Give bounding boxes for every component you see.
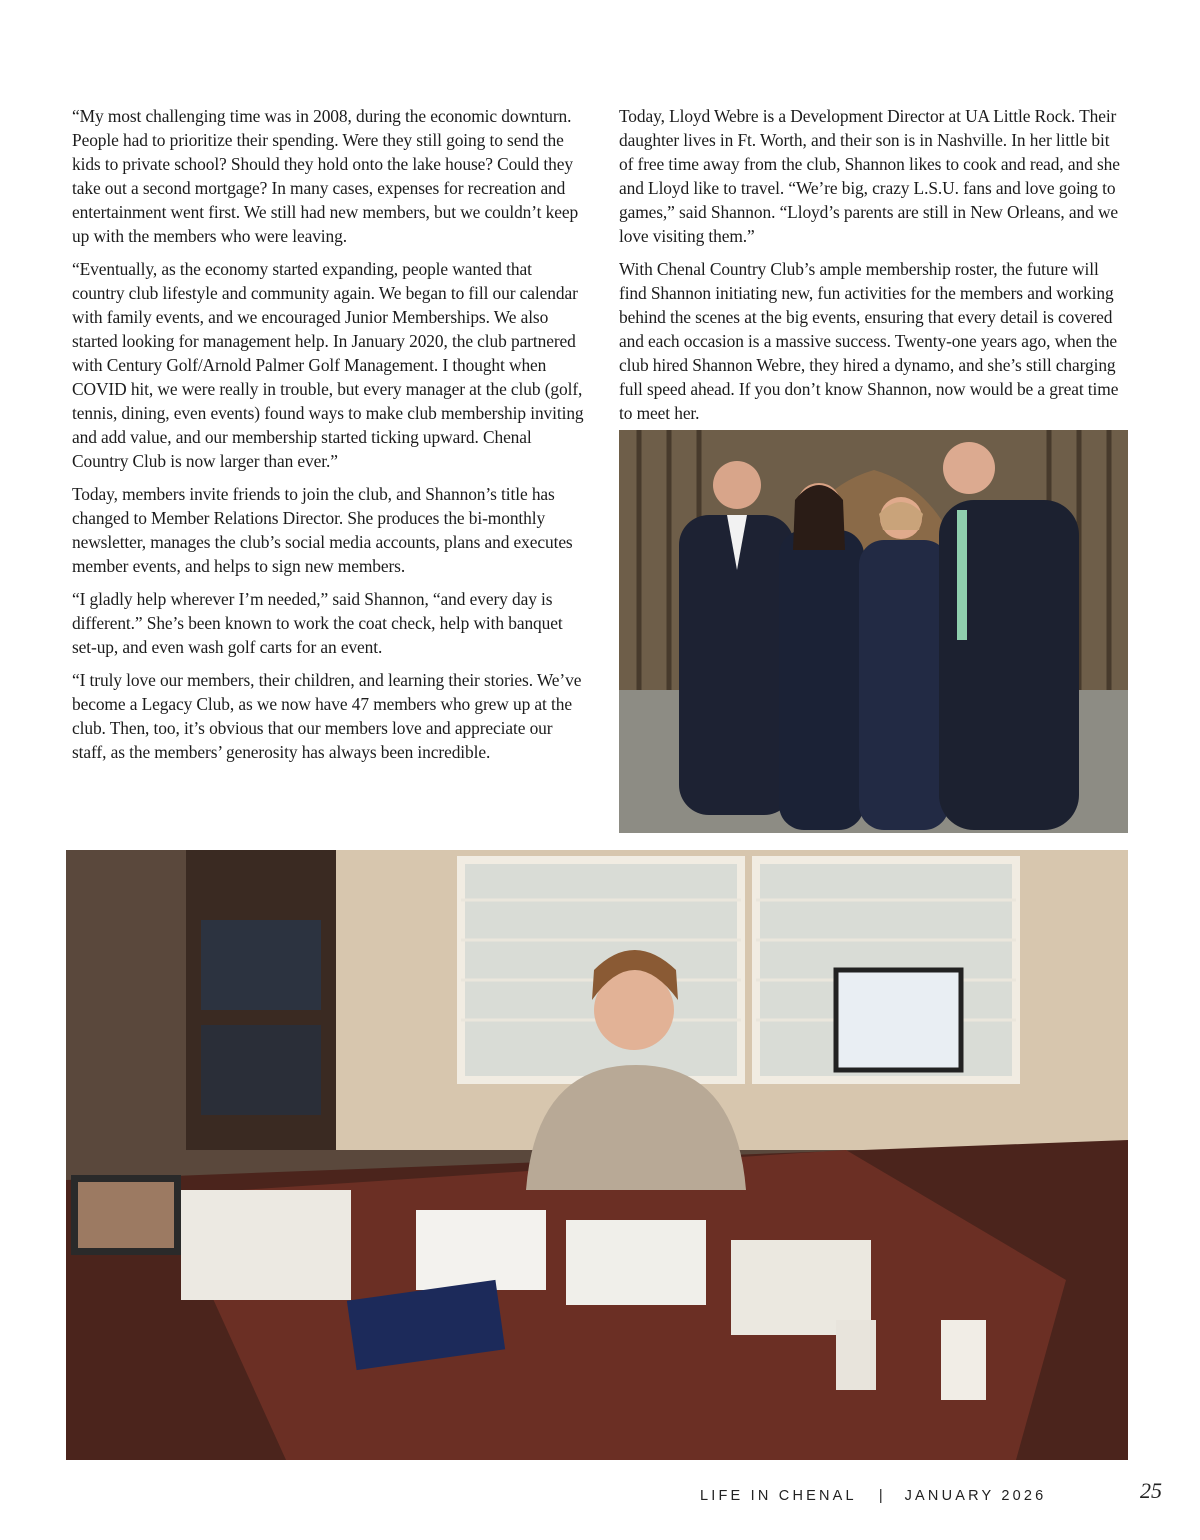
family-photo [619, 430, 1128, 833]
page-number: 25 [1140, 1478, 1162, 1503]
article-paragraph: “I gladly help wherever I’m needed,” said Shannon, “and every day is different.” She’s been known to work the coat check, help with banquet set-up, and even wash golf carts for an event. [72, 589, 563, 657]
article-paragraph: Today, members invite friends to join the club, and Shannon’s title has changed to Member Relations Director. She produces the bi-monthly newsletter, manages the club’s social media accounts, plans and executes member events, and helps to sign new members. [72, 484, 573, 576]
office-photo [66, 850, 1128, 1460]
article-paragraph: “Eventually, as the economy started expanding, people wanted that country club lifestyle and community again. We began to fill our calendar with family events, and we encouraged Junior Memberships. We also started looking for management help. In January 2020, the club partnered with Century Golf/Arnold Palmer Golf Management. I thought when COVID hit, we were really in trouble, but every manager at the club (golf, tennis, dining, even events) found ways to make club membership inviting and add value, and our membership started ticking upward. Chenal Country Club is now larger than ever.” [72, 259, 584, 471]
family-photo-illustration [619, 430, 1128, 833]
page-footer [700, 1488, 1100, 1504]
article-paragraph: With Chenal Country Club’s ample membership roster, the future will find Shannon initiating new, fun activities for the members and working behind the scenes at the big events, ensuring that every detail is covered and each occasion is a massive success. Twenty-one years ago, when the club hired Shannon Webre, they hired a dynamo, and she’s still charging full speed ahead. If you don’t know Shannon, now would be a great time to meet her. [619, 259, 1119, 423]
publication-name: LIFE IN CHENAL [700, 1488, 857, 1504]
issue-date: JANUARY 2026 [904, 1488, 1047, 1504]
office-photo-illustration [66, 850, 1128, 1460]
article-left-column [72, 104, 584, 773]
article-paragraph: “My most challenging time was in 2008, during the economic downturn. People had to prioritize their spending. Were they still going to send the kids to private school? Should they hold onto the lake house? Could they take out a second mortgage? In many cases, expenses for recreation and entertainment went first. We still had new members, but we couldn’t keep up with the members who were leaving. [72, 106, 579, 246]
article-right-column [619, 104, 1127, 434]
article-paragraph: Today, Lloyd Webre is a Development Director at UA Little Rock. Their daughter lives in Ft. Worth, and their son is in Nashville. In her little bit of free time away from the club, Shannon likes to cook and read, and she and Lloyd like to travel. “We’re big, crazy L.S.U. fans and love going to games,” said Shannon. “Lloyd’s parents are still in New Orleans, and we love visiting them.” [619, 106, 1120, 246]
footer-separator: | [878, 1488, 883, 1504]
article-paragraph: “I truly love our members, their children, and learning their stories. We’ve become a Legacy Club, as we now have 47 members who grew up at the club. Then, too, it’s obvious that our members love and appreciate our staff, as the members’ generosity has always been incredible. [72, 670, 582, 762]
